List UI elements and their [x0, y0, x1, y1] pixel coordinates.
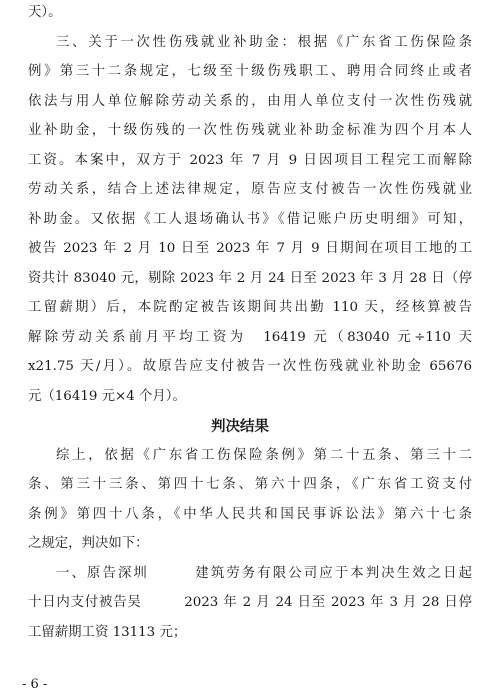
text-line: 条例》第四十八条，《中华人民共和国民事诉讼法》第六十七条	[28, 507, 472, 522]
text-line: 之规定，判决如下：	[28, 536, 149, 551]
section-heading: 判决结果	[211, 418, 269, 435]
judgment-item: 一、原告深圳 建筑劳务有限公司应于本判决生效之日起	[56, 566, 472, 581]
text-line: 被告 2023 年 2 月 10 日至 2023 年 7 月 9 日期间在项目工地的工	[28, 241, 472, 256]
text-line: 工资。本案中，双方于 2023 年 7 月 9 日因项目工程完工而解除	[28, 153, 472, 168]
page-number: - 6 -	[22, 677, 48, 692]
text-line: 工留薪期工资 13113 元；	[28, 625, 187, 640]
text-line: 十日内支付被告吴 2023 年 2 月 24 日至 2023 年 3 月 28 日停	[28, 595, 472, 610]
text-line: 综上，依据《广东省工伤保险条例》第二十五条、第三十二	[56, 448, 472, 463]
text-line: 三、关于一次性伤残就业补助金：根据《广东省工伤保险条	[56, 35, 472, 50]
text-line: 补助金。又依据《工人退场确认书》《借记账户历史明细》可知，	[28, 212, 472, 227]
text-line: 工留薪期）后，本院酌定被告该期间共出勤 110 天，经核算被告	[28, 300, 472, 315]
text-line: 元（16419 元×4 个月）。	[28, 389, 186, 404]
text-line: 业补助金，十级伤残的一次性伤残就业补助金标准为四个月本人	[28, 123, 472, 138]
text-line: x21.75 天/月）。故原告应支付被告一次性伤残就业补助金 65676	[28, 359, 472, 374]
text-line: 依法与用人单位解除劳动关系的，由用人单位支付一次性伤残就	[28, 94, 472, 109]
text-line: 例》第三十二条规定，七级至十级伤残职工、聘用合同终止或者	[28, 64, 472, 79]
text-line: 劳动关系，结合上述法律规定，原告应支付被告一次性伤残就业	[28, 182, 472, 197]
text-line: 资共计 83040 元，剔除 2023 年 2 月 24 日至 2023 年 3 月 28 日（停	[28, 271, 472, 286]
text-line: 条、第三十三条、第四十七条、第六十四条，《广东省工资支付	[28, 477, 472, 492]
text-line: 天）。	[28, 5, 62, 20]
text-line: 解除劳动关系前月平均工资为 16419 元（83040 元÷110 天	[28, 330, 472, 345]
